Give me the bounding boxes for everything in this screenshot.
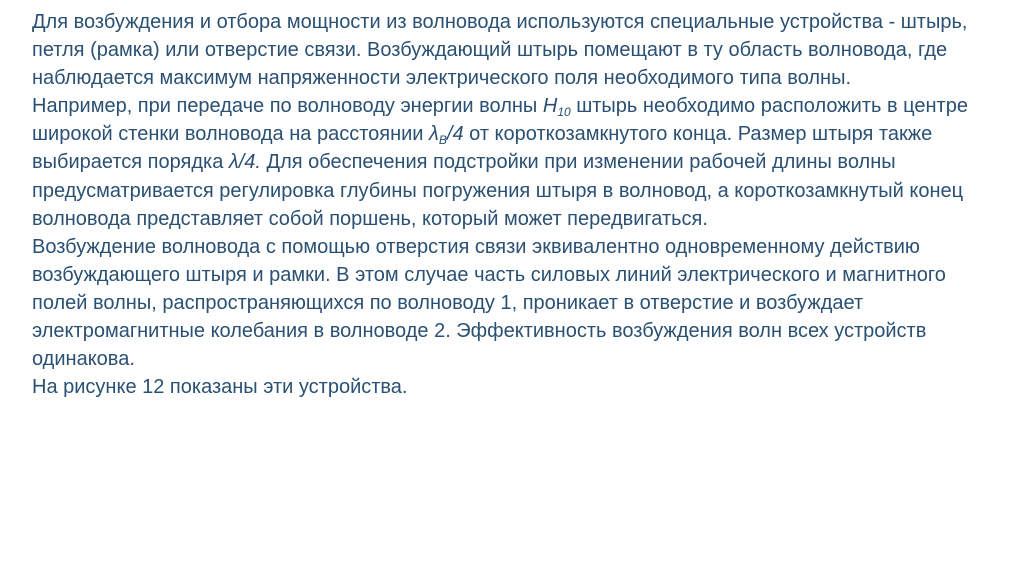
paragraph-text: На рисунке 12 показаны эти устройства. bbox=[32, 376, 408, 399]
wave-mode-letter: H bbox=[542, 95, 558, 118]
paragraph-text: Например, при передаче по волноводу энергии волны bbox=[32, 95, 543, 118]
wave-mode-symbol bbox=[542, 95, 571, 120]
paragraph-text: Для обеспечения подстройки при изменении рабочей длины волны предусматривается регулировка глубины погружения штыря в волновод, а короткозамкнутый конец волновода представляет собой поршень, который может передвигаться. bbox=[32, 151, 964, 230]
lambda-subscript: B bbox=[438, 133, 447, 148]
slide-text-body bbox=[32, 8, 992, 401]
paragraph-figure-reference bbox=[32, 373, 992, 401]
paragraph-coupling-aperture bbox=[32, 233, 992, 373]
paragraph-text: Возбуждение волновода с помощью отверстия связи эквивалентно одновременному действию возбуждающего штыря и рамки. В этом случае часть силовых линий электрического и магнитного полей волны, распространяющихся по волноводу 1, проникает в отверстие и возбуждает электромагнитные колебания в волноводе 2. Эффективность возбуждения волн всех устройств одинакова. bbox=[32, 235, 946, 371]
quarter-wavelength-expression: λ/4. bbox=[228, 151, 261, 174]
lambda-symbol: λ bbox=[429, 123, 439, 146]
lambda-divisor: /4 bbox=[446, 123, 464, 146]
paragraph-excitation-devices bbox=[32, 8, 992, 92]
paragraph-text: от короткозамкнутого конца. Размер штыря также выбирается порядка bbox=[32, 123, 933, 174]
paragraph-text: штырь необходимо расположить в центре широкой стенки волновода на расстоянии bbox=[32, 95, 968, 146]
wave-mode-subscript: 10 bbox=[557, 105, 571, 120]
paragraph-probe-placement bbox=[32, 92, 992, 232]
guide-wavelength-expression bbox=[429, 123, 464, 148]
paragraph-text: Для возбуждения и отбора мощности из волновода используются специальные устройства - штырь, петля (рамка) или отверстие связи. Возбуждающий штырь помещают в ту область волновода, где наблюдается максимум напряженности электрического поля необходимого типа волны. bbox=[32, 11, 968, 90]
